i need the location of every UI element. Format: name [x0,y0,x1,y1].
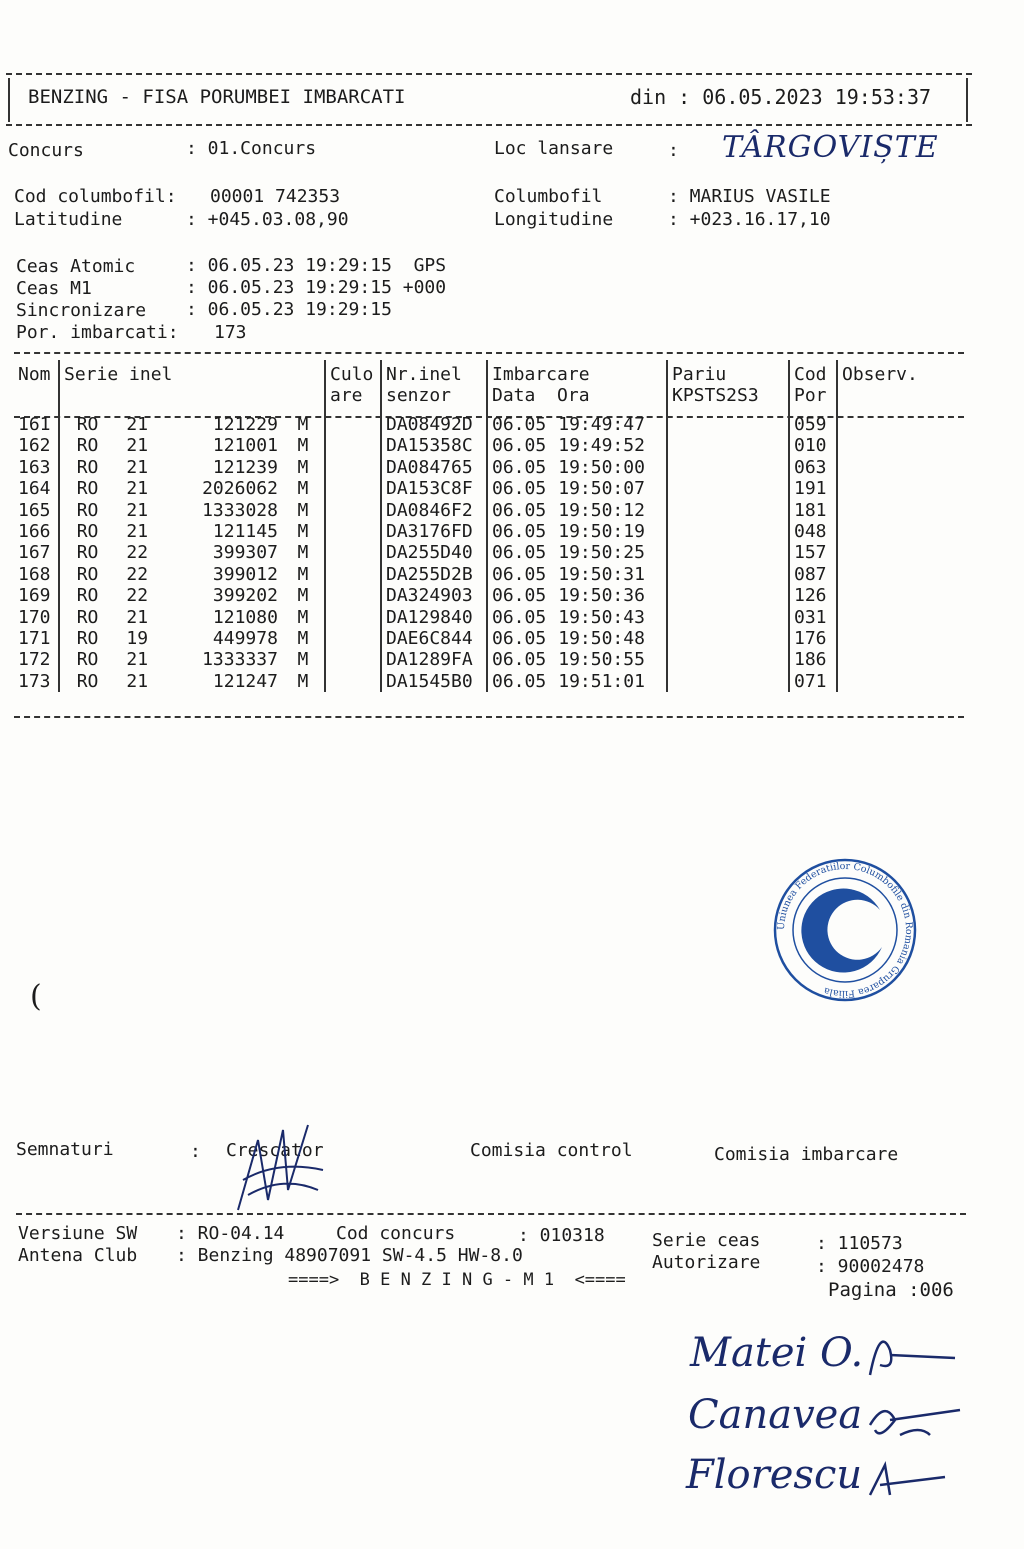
col-cod-por-2: Por [789,385,837,414]
autorizare-value: : 90002478 [816,1256,925,1277]
row-an: 21 [126,606,149,628]
row-nom: 161 [18,414,51,435]
row-an: 21 [126,499,149,521]
table-row [14,500,936,521]
col-nr-inel-senzor: Nr.inel [381,360,487,385]
row-culoare [325,671,381,692]
row-senzor: DA129840 [381,607,487,628]
table-bottom-rule [14,716,964,718]
col-culoare-2: are [325,385,381,414]
row-observatii [837,585,936,606]
row-pariu [667,457,789,478]
row-sex: M [297,435,309,457]
col-observatii: Observ. [837,360,936,385]
row-data: 06.05 [487,671,554,692]
table-row [14,607,936,628]
handwritten-signature-2 [860,1390,970,1450]
row-data: 06.05 [487,542,554,563]
row-culoare [325,628,381,649]
stamp-ring-text: Uniunea Federatiilor Columbofile din Romania Gruparea Filiala [775,860,915,1000]
row-sex: M [297,456,309,478]
row-an: 22 [126,542,149,564]
row-pariu [667,414,789,435]
stray-mark: ( [30,979,42,1014]
row-observatii [837,414,936,435]
col-observatii-2 [837,385,936,414]
row-ora: 19:49:52 [558,435,645,457]
row-senzor: DA1289FA [381,649,487,670]
row-culoare [325,435,381,456]
row-sex: M [297,414,309,435]
col-data-ora-2: Data Ora [487,385,667,414]
row-tara: RO [59,607,115,628]
row-an: 21 [126,649,149,671]
latitudine-value: : +045.03.08,90 [186,209,349,230]
row-pariu [667,542,789,563]
row-inel: 399202 [212,585,278,607]
row-culoare [325,564,381,585]
row-pariu [667,521,789,542]
col-culoare: Culo [325,360,381,385]
row-ora: 19:50:07 [558,478,645,500]
table-row [14,649,936,670]
columbofil-label: Columbofil [494,186,603,207]
row-inel: 121229 [212,414,278,435]
row-sex: M [297,606,309,628]
row-tara: RO [59,564,115,585]
row-sex: M [297,563,309,585]
row-an: 21 [126,670,149,692]
row-cod-por: 176 [789,628,837,649]
row-ora: 19:49:47 [558,414,645,435]
row-data: 06.05 [487,585,554,606]
row-ora: 19:50:25 [558,542,645,564]
columbofil-value: : MARIUS VASILE [668,186,831,207]
row-nom: 172 [18,649,51,671]
row-nom: 167 [18,542,51,564]
sincronizare-value: : 06.05.23 19:29:15 [186,299,392,320]
row-pariu [667,671,789,692]
row-tara: RO [59,457,115,478]
row-sex: M [297,585,309,607]
row-ora: 19:50:55 [558,649,645,671]
row-nom: 173 [18,670,51,692]
row-nom: 164 [18,478,51,500]
row-cod-por: 059 [789,414,837,435]
row-ora: 19:51:01 [558,670,645,692]
row-nom: 162 [18,435,51,457]
crescator-label: Crescator [226,1140,324,1161]
row-an: 21 [126,521,149,543]
row-senzor: DA255D2B [381,564,487,585]
row-tara: RO [59,585,115,606]
row-inel: 1333028 [202,499,278,521]
row-an: 21 [126,435,149,457]
cod-columbofil-value: 00001 742353 [210,186,341,207]
table-top-rule [14,352,964,354]
antena-club-label: Antena Club [18,1245,138,1266]
row-ora: 19:50:12 [558,499,645,521]
handwritten-signature-3 [860,1455,960,1505]
page-number: Pagina :006 [828,1279,954,1301]
versiune-sw-label: Versiune SW [18,1223,138,1244]
autorizare-label: Autorizare [652,1252,761,1273]
table-row [14,542,936,563]
concurs-value: : 01.Concurs [186,138,317,159]
row-observatii [837,628,936,649]
table-row [14,414,936,435]
embarked-pigeons-table [14,360,936,692]
handwritten-name-1: Matei O. [690,1330,864,1376]
row-culoare [325,521,381,542]
row-senzor: DA084765 [381,457,487,478]
row-cod-por: 087 [789,564,837,585]
row-senzor: DA324903 [381,585,487,606]
header-top-rule [6,73,972,75]
row-culoare [325,607,381,628]
row-cod-por: 010 [789,435,837,456]
table-row [14,585,936,606]
row-nom: 165 [18,499,51,521]
por-imbarcati-label: Por. imbarcati: [16,322,179,343]
row-culoare [325,478,381,499]
col-senzor-2: senzor [381,385,487,414]
comisia-imbarcare-label: Comisia imbarcare [714,1144,899,1165]
row-an: 22 [126,585,149,607]
row-observatii [837,671,936,692]
row-cod-por: 048 [789,521,837,542]
ceas-atomic-label: Ceas Atomic [16,256,136,277]
row-inel: 1333337 [202,649,278,671]
row-inel: 121080 [212,606,278,628]
row-tara: RO [59,478,115,499]
serie-ceas-label: Serie ceas [652,1230,761,1251]
row-ora: 19:50:19 [558,521,645,543]
col-nom-2 [14,385,59,414]
row-an: 22 [126,563,149,585]
semnaturi-label: Semnaturi [16,1139,114,1160]
table-body [14,414,936,692]
cod-columbofil-label: Cod columbofil: [14,186,177,207]
row-observatii [837,521,936,542]
col-pariu: Pariu [667,360,789,385]
row-observatii [837,542,936,563]
row-data: 06.05 [487,628,554,649]
longitudine-label: Longitudine [494,209,614,230]
loc-lansare-handwritten: TÂRGOVIȘTE [722,130,939,165]
row-tara: RO [59,500,115,521]
row-inel: 2026062 [202,478,278,500]
row-observatii [837,649,936,670]
handwritten-name-2: Canavea [688,1392,863,1438]
row-inel: 121145 [212,521,278,543]
table-row [14,457,936,478]
row-pariu [667,478,789,499]
row-data: 06.05 [487,521,554,542]
row-tara: RO [59,521,115,542]
row-an: 21 [126,456,149,478]
row-tara: RO [59,414,115,435]
longitudine-value: : +023.16.17,10 [668,209,831,230]
row-pariu [667,649,789,670]
row-cod-por: 157 [789,542,837,563]
row-cod-por: 181 [789,500,837,521]
row-data: 06.05 [487,435,554,456]
row-tara: RO [59,435,115,456]
row-sex: M [297,542,309,564]
row-sex: M [297,628,309,650]
col-serie-inel-2 [59,385,325,414]
row-tara: RO [59,628,115,649]
row-sex: M [297,670,309,692]
row-ora: 19:50:43 [558,606,645,628]
row-tara: RO [59,649,115,670]
handwritten-name-3: Florescu [686,1452,863,1498]
row-data: 06.05 [487,649,554,670]
col-pariu-2: KPSTS2S3 [667,385,789,414]
row-senzor: DAE6C844 [381,628,487,649]
row-an: 19 [126,628,149,650]
row-senzor: DA1545B0 [381,671,487,692]
row-sex: M [297,649,309,671]
antena-club-value: : Benzing 48907091 SW-4.5 HW-8.0 [176,1245,523,1266]
svg-text:Uniunea Federatiilor Columbofi [776,861,914,999]
row-sex: M [297,478,309,500]
versiune-sw-value: : RO-04.14 [176,1223,285,1244]
row-pariu [667,564,789,585]
row-inel: 449978 [212,628,278,650]
row-pariu [667,435,789,456]
serie-ceas-value: : 110573 [816,1233,903,1254]
loc-lansare-label: Loc lansare [494,138,614,159]
row-senzor: DA3176FD [381,521,487,542]
row-senzor: DA0846F2 [381,500,487,521]
header-right-bar [966,78,968,122]
row-cod-por: 071 [789,671,837,692]
row-culoare [325,457,381,478]
row-sex: M [297,499,309,521]
row-culoare [325,649,381,670]
sincronizare-label: Sincronizare [16,300,147,321]
row-pariu [667,628,789,649]
row-pariu [667,585,789,606]
row-an: 21 [126,478,149,500]
row-culoare [325,585,381,606]
col-imbarcare: Imbarcare [487,360,667,385]
table-row [14,628,936,649]
table-row [14,478,936,499]
row-senzor: DA153C8F [381,478,487,499]
row-nom: 163 [18,456,51,478]
footer-rule [16,1213,966,1215]
concurs-label: Concurs [8,140,84,161]
row-observatii [837,478,936,499]
row-data: 06.05 [487,564,554,585]
row-data: 06.05 [487,414,554,435]
document-date: din : 06.05.2023 19:53:37 [630,85,932,109]
row-ora: 19:50:00 [558,456,645,478]
row-pariu [667,607,789,628]
col-serie-inel: Serie inel [59,360,325,385]
row-ora: 19:50:36 [558,585,645,607]
row-inel: 121001 [212,435,278,457]
table-row [14,671,936,692]
table-row [14,435,936,456]
row-cod-por: 031 [789,607,837,628]
latitudine-label: Latitudine [14,209,123,230]
row-nom: 169 [18,585,51,607]
row-observatii [837,500,936,521]
row-observatii [837,607,936,628]
row-cod-por: 191 [789,478,837,499]
row-nom: 171 [18,628,51,650]
row-senzor: DA255D40 [381,542,487,563]
row-data: 06.05 [487,500,554,521]
row-ora: 19:50:48 [558,628,645,650]
row-observatii [837,435,936,456]
row-nom: 168 [18,563,51,585]
crescator-signature [228,1120,338,1220]
loc-lansare-sep: : [668,140,679,161]
row-inel: 121247 [212,670,278,692]
row-cod-por: 063 [789,457,837,478]
semnaturi-sep: : [190,1141,201,1162]
row-tara: RO [59,542,115,563]
col-cod-por: Cod [789,360,837,385]
row-nom: 166 [18,521,51,543]
federation-stamp [770,855,920,1005]
row-tara: RO [59,671,115,692]
row-sex: M [297,521,309,543]
benzing-banner: ====> B E N Z I N G - M 1 <==== [288,1270,626,1290]
row-observatii [837,457,936,478]
row-nom: 170 [18,606,51,628]
cod-concurs-value: : 010318 [518,1225,605,1246]
row-an: 21 [126,414,149,435]
cod-concurs-label: Cod concurs [336,1223,456,1244]
row-culoare [325,542,381,563]
comisia-control-label: Comisia control [470,1140,633,1161]
ceas-m1-value: : 06.05.23 19:29:15 +000 [186,277,447,298]
por-imbarcati-value: 173 [214,322,247,343]
row-senzor: DA15358C [381,435,487,456]
row-data: 06.05 [487,457,554,478]
row-culoare [325,500,381,521]
row-observatii [837,564,936,585]
header-left-bar [8,78,10,122]
col-nom: Nom [18,364,51,385]
document-title: BENZING - FISA PORUMBEI IMBARCATI [28,86,406,108]
row-pariu [667,500,789,521]
table-row [14,521,936,542]
row-cod-por: 186 [789,649,837,670]
row-ora: 19:50:31 [558,563,645,585]
handwritten-signature-1 [850,1320,960,1380]
ceas-m1-label: Ceas M1 [16,278,92,299]
row-cod-por: 126 [789,585,837,606]
row-inel: 399307 [212,542,278,564]
row-culoare [325,414,381,435]
row-data: 06.05 [487,478,554,499]
row-inel: 399012 [212,563,278,585]
row-inel: 121239 [212,456,278,478]
ceas-atomic-value: : 06.05.23 19:29:15 GPS [186,255,447,276]
header-bottom-rule [6,124,972,126]
row-senzor: DA08492D [381,414,487,435]
row-data: 06.05 [487,607,554,628]
table-row [14,564,936,585]
